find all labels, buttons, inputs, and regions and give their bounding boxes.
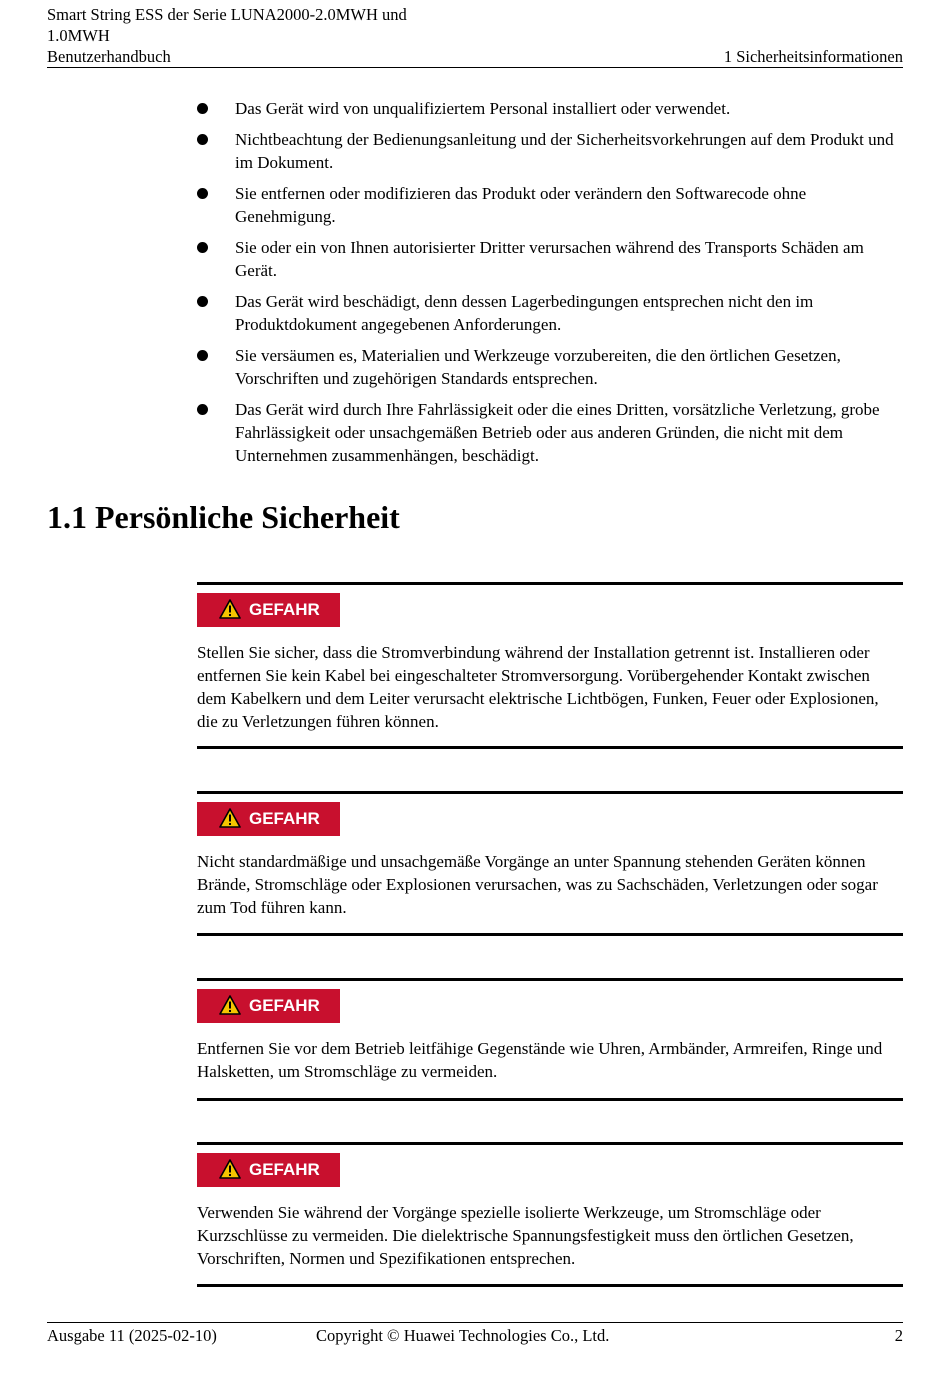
danger-text: Nicht standardmäßige und unsachgemäße Vorgänge an unter Spannung stehenden Geräten können Brände, Stromschläge oder Explosionen verursachen, was zu Sachschäden, Verletzungen oder sogar zum Tod führen kann. [197,852,878,917]
section-heading: 1.1 Persönliche Sicherheit [47,499,400,535]
warning-triangle-icon [219,1159,241,1179]
page-number: 2 [894,1326,903,1345]
page-header [47,4,903,68]
bullet-icon [197,103,208,114]
list-item [196,97,906,120]
danger-notice [197,978,903,1101]
danger-text: Entfernen Sie vor dem Betrieb leitfähige Gegenstände wie Uhren, Armbänder, Armreifen, Ringe und Halsketten, um Stromschläge zu vermeiden. [197,1039,883,1081]
page-footer [47,1322,903,1353]
danger-label: GEFAHR [249,809,320,828]
bullet-icon [197,188,208,199]
warning-triangle-icon [219,995,241,1015]
bullet-icon [197,296,208,307]
list-item-text: Das Gerät wird von unqualifiziertem Personal installiert oder verwendet. [235,99,731,118]
danger-text: Stellen Sie sicher, dass die Stromverbindung während der Installation getrennt ist. Installieren oder entfernen Sie kein Kabel bei eingeschalteter Stromversorgung. Vorübergehender Kontakt zwischen dem Kabelkern und dem Leiter verursacht elektrische Lichtbögen, Funken, Feuer oder Explosionen, die zu Verletzungen führen können. [197,643,879,731]
header-doc-title-line-2: 1.0MWH [47,26,110,45]
danger-label: GEFAHR [249,1160,320,1179]
list-item [196,398,906,467]
list-item-text: Nichtbeachtung der Bedienungsanleitung und der Sicherheitsvorkehrungen auf dem Produkt und im Dokument. [235,130,894,172]
list-item-text: Sie versäumen es, Materialien und Werkzeuge vorzubereiten, die den örtlichen Gesetzen, Vorschriften und zugehörigen Standards entsprechen. [235,346,841,388]
list-item [196,236,906,282]
list-item-text: Das Gerät wird beschädigt, denn dessen Lagerbedingungen entsprechen nicht den im Produktdokument angegebenen Anforderungen. [235,292,814,334]
header-doc-type: Benutzerhandbuch [47,47,171,66]
bullet-icon [197,242,208,253]
list-item [196,344,906,390]
liability-exclusion-list [196,97,906,475]
danger-label: GEFAHR [249,600,320,619]
warning-triangle-icon [219,599,241,619]
list-item-text: Das Gerät wird durch Ihre Fahrlässigkeit oder die eines Dritten, vorsätzliche Verletzung, grobe Fahrlässigkeit oder unsachgemäßen Betrieb oder aus anderen Gründen, die nicht mit dem Unternehmen zusammenhängen, beschädigt. [235,400,880,465]
list-item [196,290,906,336]
danger-notice [197,791,903,936]
footer-copyright: Copyright © Huawei Technologies Co., Ltd. [316,1326,610,1345]
danger-badge [197,989,340,1023]
footer-edition: Ausgabe 11 (2025-02-10) [47,1326,217,1345]
list-item [196,182,906,228]
list-item-text: Sie entfernen oder modifizieren das Produkt oder verändern den Softwarecode ohne Genehmigung. [235,184,807,226]
danger-text: Verwenden Sie während der Vorgänge spezielle isolierte Werkzeuge, um Stromschläge oder Kurzschlüsse zu vermeiden. Die dielektrische Spannungsfestigkeit muss den örtlichen Gesetzen, Vorschriften, Normen und Spezifikationen entsprechen. [197,1203,854,1268]
danger-badge [197,1153,340,1187]
warning-triangle-icon [219,808,241,828]
danger-notice [197,1142,903,1287]
header-doc-title-line-1: Smart String ESS der Serie LUNA2000-2.0MWH und [47,5,407,24]
danger-badge [197,593,340,627]
danger-notice [197,582,903,749]
bullet-icon [197,404,208,415]
bullet-icon [197,350,208,361]
list-item [196,128,906,174]
list-item-text: Sie oder ein von Ihnen autorisierter Dritter verursachen während des Transports Schäden am Gerät. [235,238,864,280]
danger-label: GEFAHR [249,996,320,1015]
bullet-icon [197,134,208,145]
danger-badge [197,802,340,836]
header-document-info [47,4,407,67]
header-chapter: 1 Sicherheitsinformationen [723,47,903,66]
